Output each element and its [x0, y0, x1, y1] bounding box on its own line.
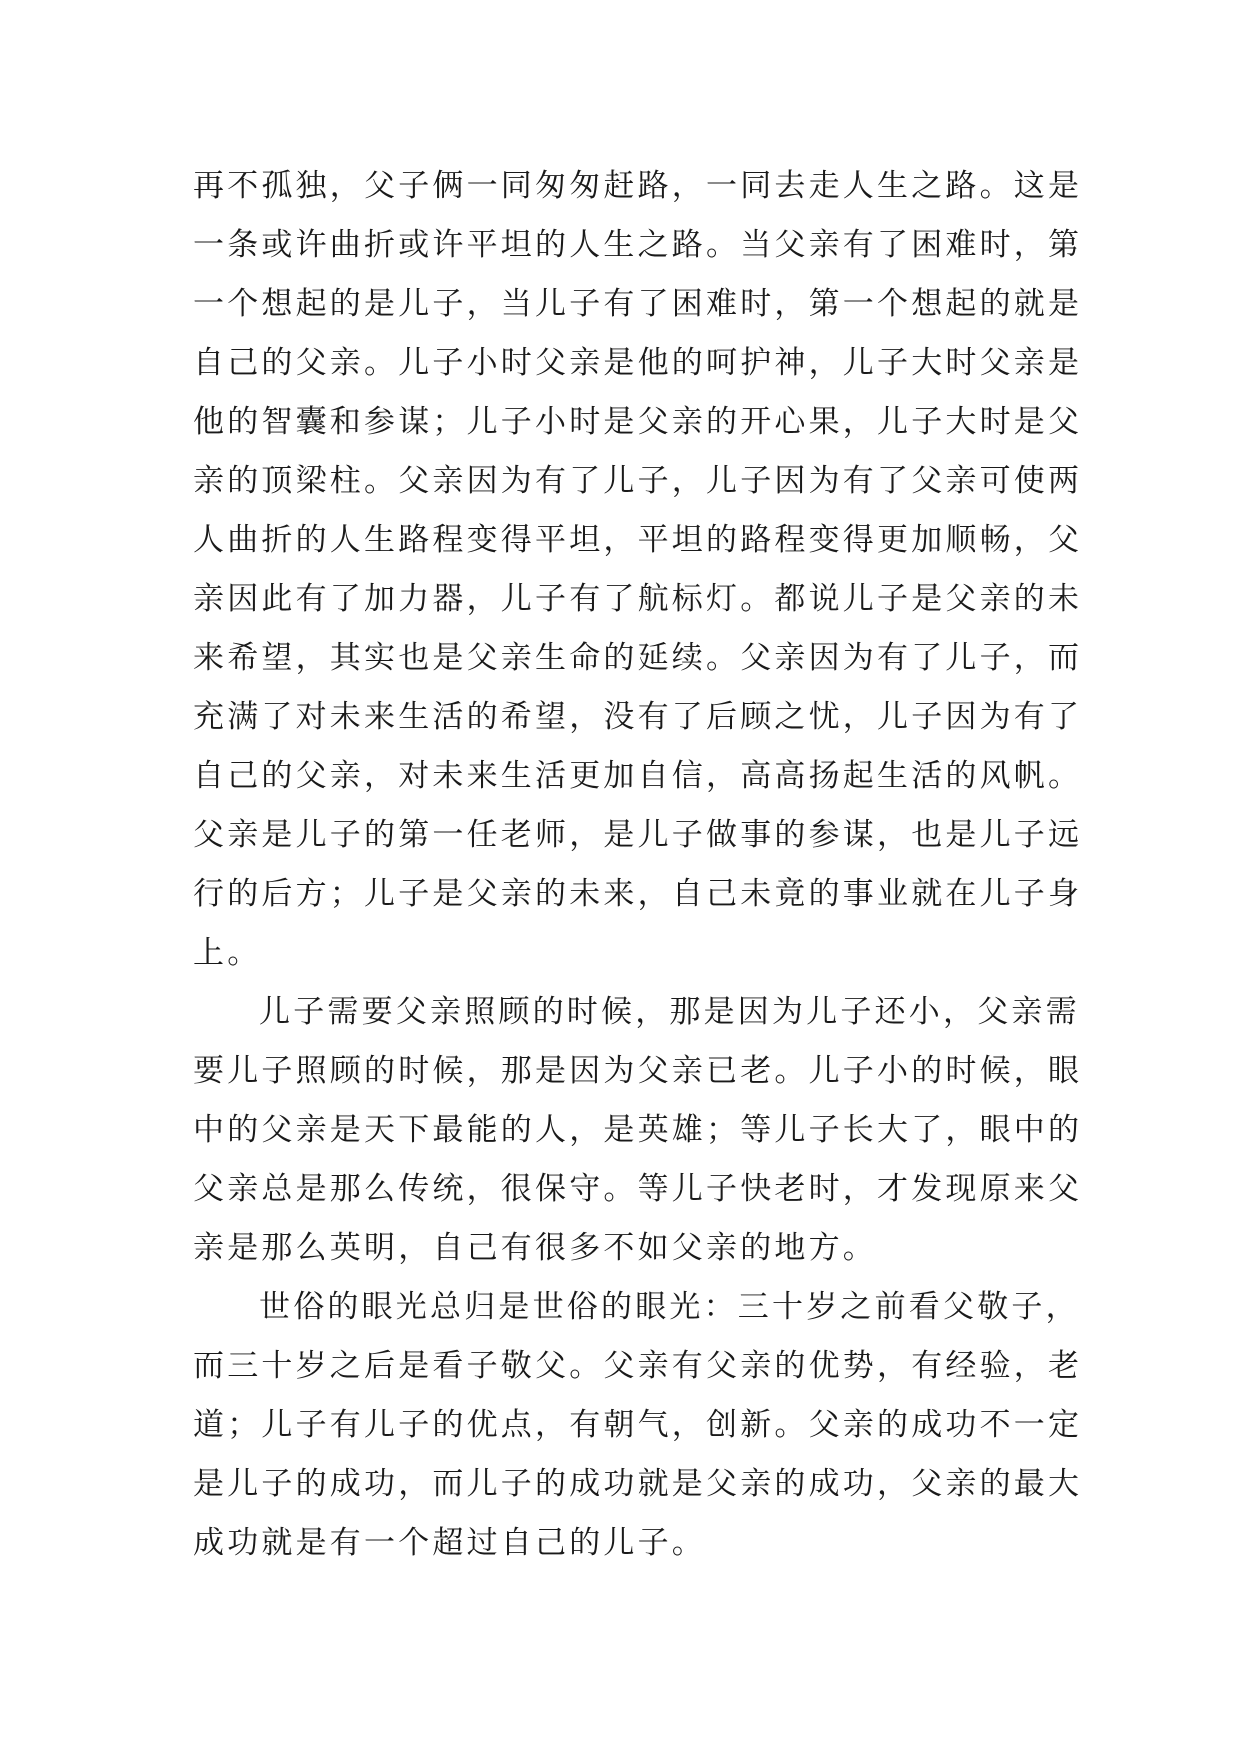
- text-line: 一个想起的是儿子，当儿子有了困难时，第一个想起的就是: [193, 286, 1083, 322]
- text-line: 要儿子照顾的时候，那是因为父亲已老。儿子小的时候，眼: [193, 1053, 1083, 1089]
- text-line: 亲因此有了加力器，儿子有了航标灯。都说儿子是父亲的未: [193, 581, 1083, 617]
- text-line: 父亲总是那么传统，很保守。等儿子快老时，才发现原来父: [193, 1171, 1083, 1207]
- text-line: 是儿子的成功，而儿子的成功就是父亲的成功，父亲的最大: [193, 1466, 1083, 1502]
- text-line: 一条或许曲折或许平坦的人生之路。当父亲有了困难时，第: [193, 227, 1083, 263]
- text-line: 中的父亲是天下最能的人，是英雄；等儿子长大了，眼中的: [193, 1112, 1083, 1148]
- text-line: 他的智囊和参谋；儿子小时是父亲的开心果，儿子大时是父: [193, 404, 1083, 440]
- text-line: 上。: [193, 935, 262, 971]
- text-line: 行的后方；儿子是父亲的未来，自己未竟的事业就在儿子身: [193, 876, 1083, 912]
- paragraph-2: [193, 983, 1083, 1278]
- text-line: 而三十岁之后是看子敬父。父亲有父亲的优势，有经验，老: [193, 1348, 1083, 1384]
- text-line: 自己的父亲，对未来生活更加自信，高高扬起生活的风帆。: [193, 758, 1083, 794]
- text-line: 再不孤独，父子俩一同匆匆赶路，一同去走人生之路。这是: [193, 168, 1083, 204]
- text-line: 充满了对未来生活的希望，没有了后顾之忧，儿子因为有了: [193, 699, 1083, 735]
- paragraph-3: [193, 1278, 1083, 1573]
- text-line: 成功就是有一个超过自己的儿子。: [193, 1525, 706, 1561]
- text-line: 自己的父亲。儿子小时父亲是他的呵护神，儿子大时父亲是: [193, 345, 1083, 381]
- text-line: 亲的顶梁柱。父亲因为有了儿子，儿子因为有了父亲可使两: [193, 463, 1083, 499]
- text-line: 父亲是儿子的第一任老师，是儿子做事的参谋，也是儿子远: [193, 817, 1083, 853]
- text-line: 人曲折的人生路程变得平坦，平坦的路程变得更加顺畅，父: [193, 522, 1083, 558]
- text-line: 儿子需要父亲照顾的时候，那是因为儿子还小，父亲需: [259, 994, 1080, 1030]
- text-line: 道；儿子有儿子的优点，有朝气，创新。父亲的成功不一定: [193, 1407, 1083, 1443]
- text-line: 来希望，其实也是父亲生命的延续。父亲因为有了儿子，而: [193, 640, 1083, 676]
- body-text: [193, 157, 1083, 1573]
- text-line: 世俗的眼光总归是世俗的眼光：三十岁之前看父敬子，: [259, 1289, 1080, 1325]
- paragraph-1: [193, 157, 1083, 983]
- text-line: 亲是那么英明，自己有很多不如父亲的地方。: [193, 1230, 877, 1266]
